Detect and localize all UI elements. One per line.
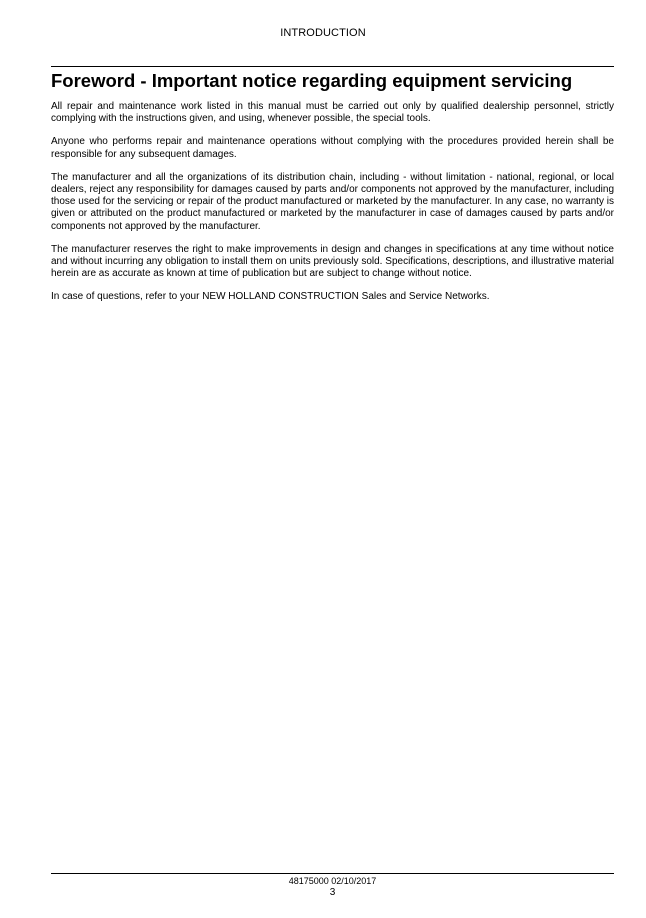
title-divider xyxy=(51,66,614,67)
paragraph-qualified-personnel: All repair and maintenance work listed in this manual must be carried out only by qualified dealership personnel, strictly complying with the instructions given, and using, whenever possible, the special tools. xyxy=(51,101,614,125)
page-footer xyxy=(51,873,614,898)
document-reference: 48175000 02/10/2017 xyxy=(288,876,377,886)
paragraph-contact: In case of questions, refer to your NEW HOLLAND CONSTRUCTION Sales and Service Networks. xyxy=(51,291,490,303)
main-content xyxy=(51,66,614,304)
footer-divider xyxy=(51,873,614,874)
paragraph-specification-changes: The manufacturer reserves the right to make improvements in design and changes in specifications at any time without notice and without incurring any obligation to install them on units previously sold. Specifications, descriptions, and illustrative material herein are as accurate as known at time of publication but are subject to change without notice. xyxy=(51,243,614,280)
paragraph-liability-disclaimer: The manufacturer and all the organizations of its distribution chain, including - without limitation - national, regional, or local dealers, reject any responsibility for damages caused by parts and/or components not approved by the manufacturer, including those used for the servicing or repair of the product manufactured or marketed by the manufacturer. In any case, no warranty is given or attributed on the product manufactured or marketed by the manufacturer in case of damages caused by parts and/or components not approved by the manufacturer. xyxy=(51,171,614,232)
paragraph-responsibility: Anyone who performs repair and maintenance operations without complying with the procedures provided herein shall be responsible for any subsequent damages. xyxy=(51,136,614,160)
page-title: Foreword - Important notice regarding equipment servicing xyxy=(51,70,573,91)
section-header: INTRODUCTION xyxy=(280,27,366,39)
page-number: 3 xyxy=(329,887,336,898)
